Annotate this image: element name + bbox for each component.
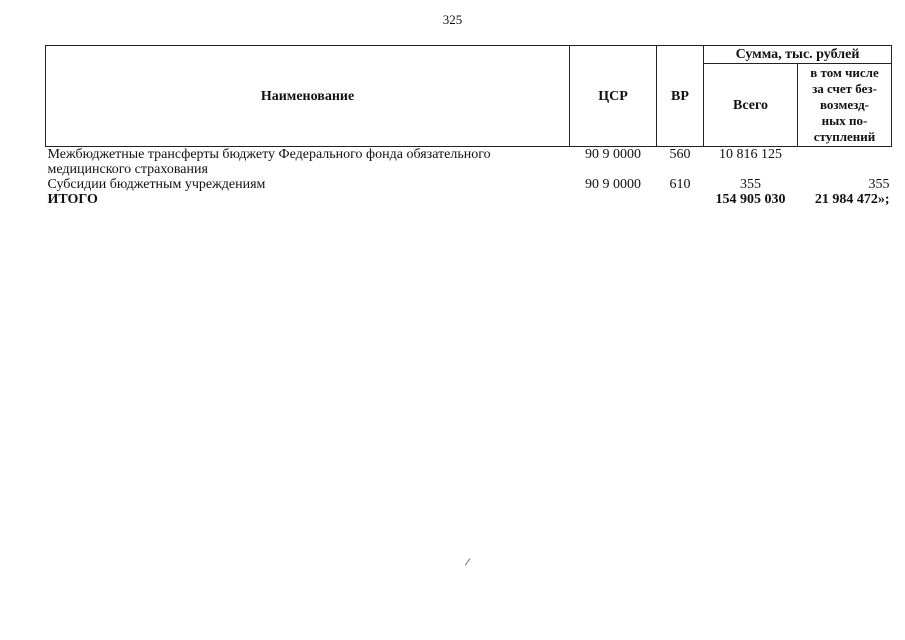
row-vr: 560 (669, 147, 691, 162)
total-vr-empty (657, 192, 704, 207)
row-share: 355 (868, 177, 890, 192)
header-share (798, 64, 892, 147)
table-row (46, 147, 892, 178)
header-share-line: ступлений (813, 129, 876, 144)
row-name: Межбюджетные трансферты бюджету Федерального фонда обязательного медицинского страхования (47, 147, 491, 177)
header-share-line: за счет без- (812, 81, 877, 96)
header-sum-group: Сумма, тыс. рублей (704, 46, 892, 64)
header-total: Всего (704, 64, 798, 147)
header-share-line: ных по- (821, 113, 868, 128)
header-share-line: в том числе (810, 65, 879, 80)
table-row (46, 177, 892, 192)
row-name: Субсидии бюджетным учреждениям (47, 177, 266, 192)
header-name: Наименование (46, 46, 570, 147)
header-vr: ВР (657, 46, 704, 147)
row-csr: 90 9 0000 (585, 177, 641, 192)
row-total: 10 816 125 (719, 147, 782, 162)
header-share-line: возмезд- (820, 97, 869, 112)
row-total: 355 (740, 177, 761, 192)
page-number: 325 (442, 12, 463, 27)
header-row-top (46, 46, 892, 64)
row-vr: 610 (669, 177, 691, 192)
header-csr: ЦСР (570, 46, 657, 147)
total-label: ИТОГО (47, 192, 98, 207)
scan-mark (465, 558, 470, 565)
total-sum: 154 905 030 (715, 192, 786, 207)
total-share: 21 984 472»; (814, 192, 890, 207)
total-csr-empty (570, 192, 657, 207)
row-csr: 90 9 0000 (585, 147, 641, 162)
row-share (798, 147, 892, 178)
budget-table (45, 45, 892, 207)
total-row (46, 192, 892, 207)
